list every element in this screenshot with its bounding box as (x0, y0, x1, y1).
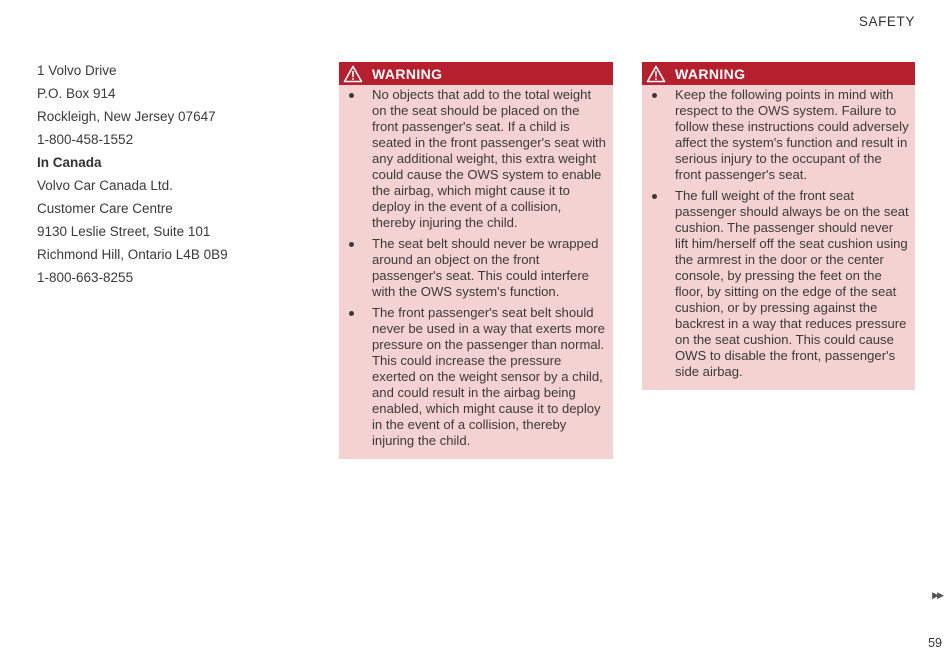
address-line: Customer Care Centre (37, 201, 173, 216)
warning-item-text: The seat belt should never be wrapped around an object on the front passenger's seat. This could interfere with the OWS system's function. (372, 236, 599, 299)
address-line: Richmond Hill, Ontario L4B 0B9 (37, 247, 228, 262)
warning-list (339, 85, 613, 449)
warning-header (642, 62, 915, 85)
next-page-icon[interactable]: ▶▶ (932, 590, 942, 600)
address-line: P.O. Box 914 (37, 86, 116, 101)
warning-item-text: No objects that add to the total weight on the seat should be placed on the front passenger's seat. If a child is seated in the front passenger's seat with any additional weight, this extra weight could cause the OWS system to enable the airbag, which might cause it to deploy in the event of a collision, thereby injuring the child. (372, 87, 606, 230)
warning-item (652, 188, 909, 380)
warning-title: WARNING (372, 65, 443, 82)
warning-item (652, 87, 909, 183)
warning-item (349, 305, 607, 449)
phone-number: 1-800-663-8255 (37, 270, 134, 285)
address-line: 1 Volvo Drive (37, 63, 117, 78)
bullet-icon (349, 311, 354, 316)
section-title: SAFETY (858, 14, 915, 29)
warning-triangle-icon (646, 65, 666, 83)
warning-item (349, 87, 607, 231)
warning-list (642, 85, 915, 380)
phone-number: 1-800-458-1552 (37, 132, 134, 147)
warning-item-text: The full weight of the front seat passenger should always be on the seat cushion. The passenger should never lift him/herself off the seat cushion using the armrest in the door or the center console, by pressing the feet on the floor, by sitting on the edge of the seat cushion, or by pressing against the backrest in a way that reduces pressure on the seat cushion. This could cause OWS to disable the front, passenger's side airbag. (675, 188, 909, 379)
canada-heading: In Canada (37, 155, 102, 170)
bullet-icon (349, 93, 354, 98)
warning-triangle-icon (343, 65, 363, 83)
warning-title: WARNING (675, 65, 746, 82)
warning-item-text: Keep the following points in mind with respect to the OWS system. Failure to follow these instructions could adversely affect the system's function and result in serious injury to the occupant of the front passenger's seat. (675, 87, 909, 182)
warning-item (349, 236, 607, 300)
bullet-icon (349, 242, 354, 247)
address-line: Rockleigh, New Jersey 07647 (37, 109, 216, 124)
page-number: 59 (928, 636, 942, 650)
address-line: Volvo Car Canada Ltd. (37, 178, 173, 193)
warning-header (339, 62, 613, 85)
warning-box-left (339, 62, 613, 459)
warning-item-text: The front passenger's seat belt should never be used in a way that exerts more pressure on the passenger than normal. This could increase the pressure exerted on the weight sensor by a child, and could result in the airbag being enabled, which might cause it to deploy in the event of a collision, thereby injuring the child. (372, 305, 605, 448)
bullet-icon (652, 93, 657, 98)
address-line: 9130 Leslie Street, Suite 101 (37, 224, 211, 239)
bullet-icon (652, 194, 657, 199)
warning-box-right (642, 62, 915, 390)
address-block (37, 59, 317, 289)
